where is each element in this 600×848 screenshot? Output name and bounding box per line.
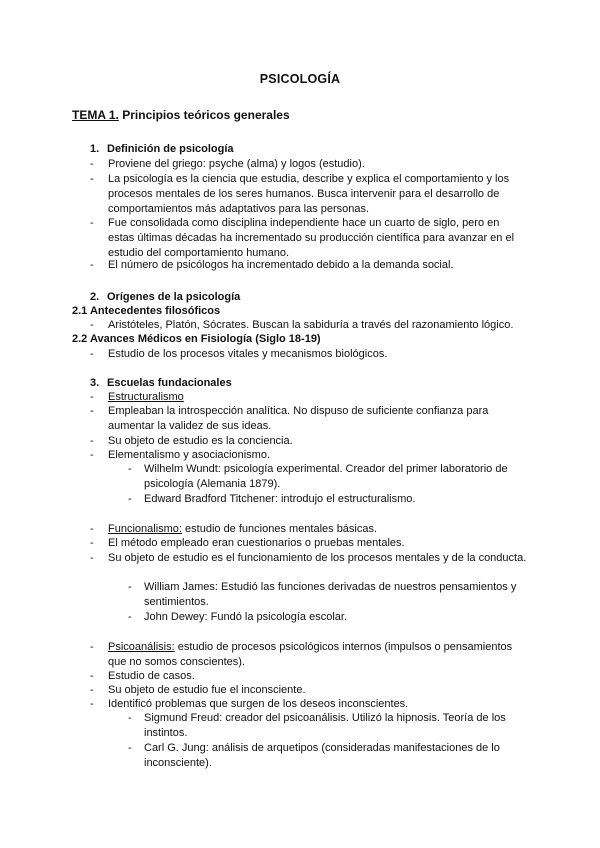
list-item-text: Su objeto de estudio fue el inconsciente. [108, 684, 306, 696]
sub-list-item-text: Wilhelm Wundt: psicología experimental. Creador del primer laboratorio de psicología (Alemania 1879). [144, 463, 508, 490]
subheading-antecedentes: 2.1 Antecedentes filosóficos [72, 305, 221, 317]
list-item-text: El número de psicólogos ha incrementado debido a la demanda social. [108, 259, 454, 271]
list-item-text: Elementalismo y asociacionismo. [108, 449, 271, 461]
list-item-text: Empleaban la introspección analítica. No dispuso de suficiente confianza para aumentar la validez de sus ideas. [108, 405, 489, 432]
heading-text: Definición de psicología [107, 143, 234, 155]
school-name: Funcionalismo: [108, 523, 182, 535]
sub-list-item-text: Edward Bradford Titchener: introdujo el estructuralismo. [144, 493, 416, 505]
list-item-text: Identificó problemas que surgen de los deseos inconscientes. [108, 698, 409, 710]
heading-text: Escuelas fundacionales [107, 377, 232, 389]
heading-number: 2. [90, 291, 100, 303]
list-item-text: Fue consolidada como disciplina independiente hace un cuarto de siglo, pero en estas últimas décadas ha incrementado su producción científica para avanzar en el estudio del comportamiento humano. [108, 217, 515, 259]
list-item-text: El método empleado eran cuestionarios o pruebas mentales. [108, 537, 405, 549]
list-item-text: La psicología es la ciencia que estudia, describe y explica el comportamiento y los procesos mentales de los seres humanos. Busca intervenir para el desarrollo de comportamientos más adaptativos para las personas. [108, 173, 510, 215]
subheading-avances: 2.2 Avances Médicos en Fisiología (Siglo 18-19) [72, 333, 321, 345]
list-item-text: Estudio de casos. [108, 670, 195, 682]
page-title: PSICOLOGÍA [259, 72, 341, 86]
heading-number: 3. [90, 377, 100, 389]
list-item-text: Aristóteles, Platón, Sócrates. Buscan la sabiduría a través del razonamiento lógico. [108, 319, 514, 331]
sub-list-item-text: Sigmund Freud: creador del psicoanálisis. Utilizó la hipnosis. Teoría de los instintos. [144, 712, 506, 739]
tema-label: TEMA 1. [72, 108, 119, 122]
sub-list-item-text: Carl G. Jung: análisis de arquetipos (consideradas manifestaciones de lo inconsciente). [144, 742, 500, 769]
list-item-text: Su objeto de estudio es el funcionamiento de los procesos mentales y de la conducta. [108, 552, 527, 564]
school-name: Psicoanálisis: [108, 641, 175, 653]
tema-text: Principios teóricos generales [118, 108, 290, 122]
heading-text: Orígenes de la psicología [107, 291, 241, 303]
school-desc: estudio de procesos psicológicos internos (impulsos o pensamientos que no somos conscientes). [108, 641, 513, 668]
list-item-text: Proviene del griego: psyche (alma) y logos (estudio). [108, 158, 365, 170]
list-item-text: Estudio de los procesos vitales y mecanismos biológicos. [108, 348, 388, 360]
heading-definicion [90, 142, 234, 157]
section-tema-heading [72, 108, 290, 123]
school-desc: estudio de funciones mentales básicas. [181, 523, 378, 535]
sub-list-item-text: John Dewey: Fundó la psicología escolar. [144, 611, 348, 623]
heading-escuelas [90, 376, 232, 391]
list-item-text: Su objeto de estudio es la conciencia. [108, 435, 293, 447]
heading-origenes [90, 290, 240, 305]
sub-list-item-text: William James: Estudió las funciones derivadas de nuestros pensamientos y sentimientos. [144, 581, 517, 608]
heading-number: 1. [90, 143, 100, 155]
school-name: Estructuralismo [108, 391, 184, 403]
